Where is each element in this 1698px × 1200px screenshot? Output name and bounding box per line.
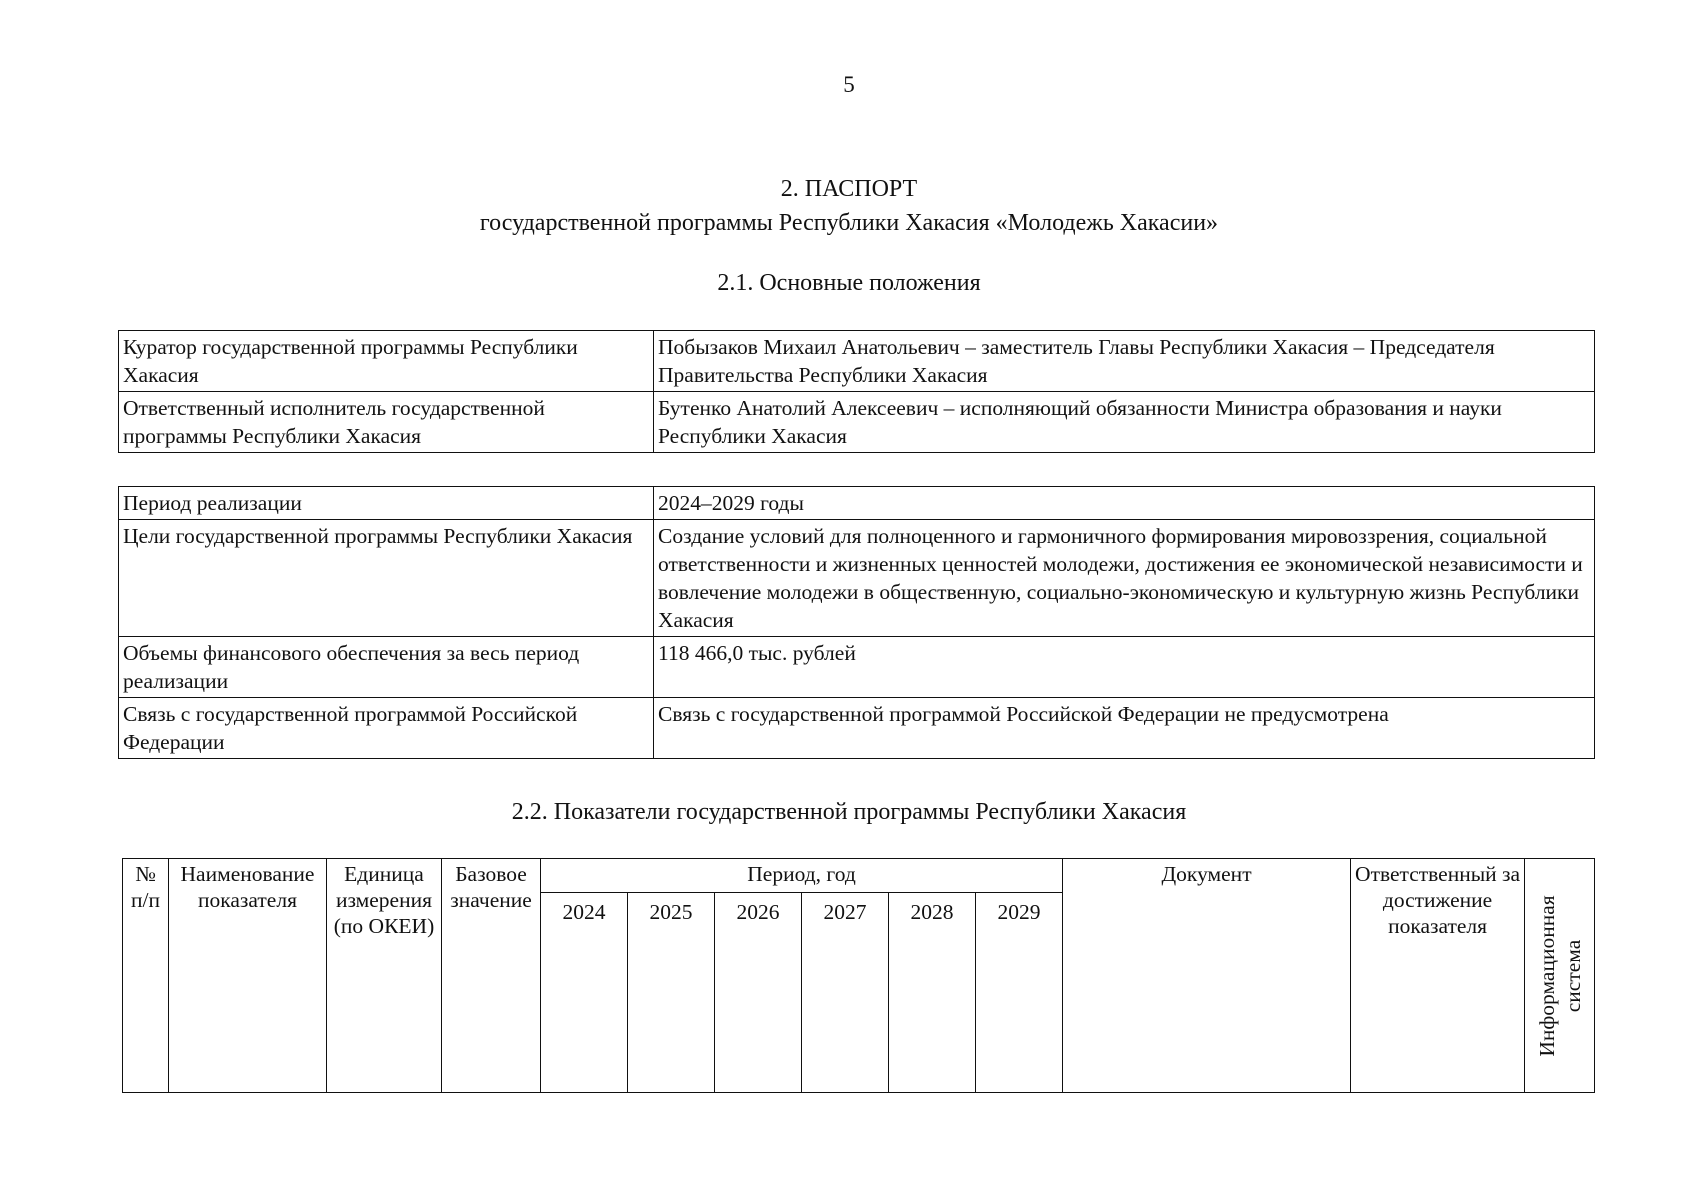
table-row: [119, 487, 1595, 520]
program-details-table: [118, 486, 1595, 759]
header-year: 2024: [541, 893, 628, 1093]
header-year: 2029: [976, 893, 1063, 1093]
page-number: 5: [843, 72, 855, 97]
row-value: Связь с государственной программой Российской Федерации не предусмотрена: [654, 698, 1595, 759]
header-year: 2028: [889, 893, 976, 1093]
row-value: 2024–2029 годы: [654, 487, 1595, 520]
row-value: Побызаков Михаил Анатольевич – заместитель Главы Республики Хакасия – Председателя Правительства Республики Хакасия: [654, 331, 1595, 392]
table-row: [119, 637, 1595, 698]
table-row: [119, 392, 1595, 453]
header-year: 2026: [715, 893, 802, 1093]
document-title: 2. ПАСПОРТ: [780, 176, 918, 202]
header-period: Период, год: [541, 859, 1063, 893]
row-value: 118 466,0 тыс. рублей: [654, 637, 1595, 698]
row-label: Объемы финансового обеспечения за весь период реализации: [119, 637, 654, 698]
row-value: Создание условий для полноценного и гармоничного формирования мировоззрения, социальной ответственности и жизненных ценностей молодежи, достижения ее экономической независимости и вовлечение молодежи в общественную, социально-экономическую и культурную жизнь Республики Хакасия: [654, 520, 1595, 637]
table-row: [119, 520, 1595, 637]
header-info-system-line2: система: [1560, 939, 1585, 1012]
header-unit: Единица измерения (по ОКЕИ): [327, 859, 442, 1093]
main-provisions-table: [118, 330, 1595, 453]
header-info-system: [1525, 859, 1595, 1093]
row-label: Куратор государственной программы Республики Хакасия: [119, 331, 654, 392]
row-label: Связь с государственной программой Российской Федерации: [119, 698, 654, 759]
section-title-indicators: 2.2. Показатели государственной программы Республики Хакасия: [511, 799, 1187, 825]
row-label: Цели государственной программы Республики Хакасия: [119, 520, 654, 637]
header-year: 2025: [628, 893, 715, 1093]
indicators-table: [122, 858, 1595, 1093]
header-info-system-line1: Информационная: [1534, 894, 1559, 1057]
section-title-main-provisions: 2.1. Основные положения: [717, 270, 981, 296]
header-indicator-name: Наименование показателя: [169, 859, 327, 1093]
table-row: [119, 331, 1595, 392]
row-label: Ответственный исполнитель государственной программы Республики Хакасия: [119, 392, 654, 453]
header-number: № п/п: [123, 859, 169, 1093]
table-row: [119, 698, 1595, 759]
header-document: Документ: [1063, 859, 1351, 1093]
header-responsible: Ответственный за достижение показателя: [1351, 859, 1525, 1093]
row-value: Бутенко Анатолий Алексеевич – исполняющий обязанности Министра образования и науки Республики Хакасия: [654, 392, 1595, 453]
header-year: 2027: [802, 893, 889, 1093]
table-header-row: [123, 859, 1595, 893]
header-base-value: Базовое значение: [442, 859, 541, 1093]
row-label: Период реализации: [119, 487, 654, 520]
document-subtitle: государственной программы Республики Хакасия «Молодежь Хакасии»: [479, 210, 1219, 236]
